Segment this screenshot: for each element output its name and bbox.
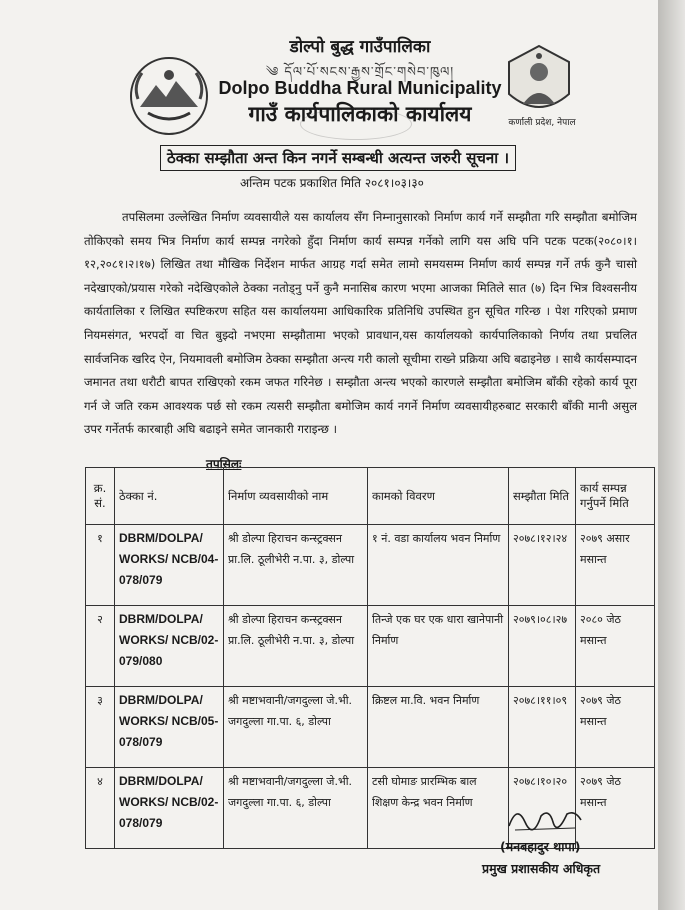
table-header-row (86, 468, 655, 525)
contracts-table (85, 467, 655, 849)
cell-description: क्रिष्टल मा.वि. भवन निर्माण (368, 687, 509, 768)
details-label: तपसिलः (206, 457, 242, 471)
cell-contractor: श्री डोल्पा हिराचन कन्स्ट्रक्सन प्रा.लि. ठूलीभेरी न.पा. ३, डोल्पा (224, 525, 368, 606)
header-description: कामको विवरण (368, 468, 509, 525)
cell-description: टसी घोमाङ प्रारम्भिक बाल शिक्षण केन्द्र भवन निर्माण (368, 768, 509, 849)
published-date: अन्तिम पटक प्रकाशित मिति २०८१।०३।३० (240, 176, 424, 190)
karnali-province-emblem-icon (503, 42, 575, 122)
header-contractor: निर्माण व्यवसायीको नाम (224, 468, 368, 525)
cell-contractor: श्री मष्टाभवानी/जगदुल्ला जे.भी. जगदुल्ला गा.पा. ६, डोल्पा (224, 768, 368, 849)
cell-completion-date: २०७९ जेठ मसान्त (576, 768, 655, 849)
office-name: गाउँ कार्यपालिकाको कार्यालय (248, 102, 472, 126)
notice-body: तपसिलमा उल्लेखित निर्माण व्यवसायीले यस कार्यालय सँग निम्नानुसारको निर्माण कार्य गर्ने सम्झौता गरि सम्झौता बमोजिम तोकिएको समय भित्र निर्माण कार्य सम्पन्न नगरेको हुँदा निर्माण कार्य सम्पन्न गर्नेको लागि यस अघि पनि पटक पटक(२०८०।१।१२,२०८१।२।१७) लिखित तथा मौखिक निर्देशन मार्फत आग्रह गर्दा समेत लामो समयसम्म निर्माण कार्य सम्पन्न गर्ने तर्फ कुनै चासो नदेखाएको/प्रयास गरेको नदेखिएकोले ठेक्का नतोड्नु पर्ने कुनै मनासिब कारण भएमा आजका मितिले सात (७) दिन भित्र विश्वसनीय कार्यतालिका र लिखित स्पष्टिकरण सहित यस कार्यालयमा आधिकारिक प्रतिनिधि उपस्थित हुन सूचित गरिन्छ । पेश गरिएको प्रमाण नियमसंगत, भरपर्दो वा चित बुझ्दो नभएमा सम्झौतामा भएको प्रावधान,यस कार्यालयको कार्यपालिकाको निर्णय तथा प्रचलित सार्वजनिक खरिद ऐन, नियमावली बमोजिम ठेक्का सम्झौता अन्त्य गरी कालो सूचीमा राख्ने प्रक्रिया अघि बढाइनेछ । साथै कार्यसम्पादन जमानत तथा धरौटी बापत राखिएको रकम जफत गरिनेछ । सम्झौता अन्त्य भएको कारणले सम्झौता बमोजिम बाँकी रहेको कार्य पूरा गर्न जे जति रकम आवश्यक पर्छ सो रकम त्यसरी सम्झौता बमोजिम कार्य नगर्ने निर्माण व्यवसायीहरुबाट सरकारी बाँकी मानी असुल उपर गर्नेतर्फ कारबाही अघि बढाइने समेत जानकारी गराइन्छ । (84, 210, 637, 437)
cell-agreement-date: २०७८।११।०९ (509, 687, 576, 768)
cell-description: तिन्जे एक घर एक धारा खानेपानी निर्माण (368, 606, 509, 687)
cell-completion-date: २०७९ असार मसान्त (576, 525, 655, 606)
cell-contract-no: DBRM/DOLPA/ WORKS/ NCB/02-078/079 (115, 768, 224, 849)
cell-agreement-date: २०७८।१०।२० (509, 768, 576, 849)
table-row (86, 525, 655, 606)
header-contract-no: ठेक्का नं. (115, 468, 224, 525)
cell-agreement-date: २०७८।१२।२४ (509, 525, 576, 606)
background-edge (658, 0, 685, 910)
cell-contract-no: DBRM/DOLPA/ WORKS/ NCB/04-078/079 (115, 525, 224, 606)
cell-serial: ३ (86, 687, 115, 768)
signer-name: (मनबहादुर थापा) (500, 839, 581, 854)
cell-description: १ नं. वडा कार्यालय भवन निर्माण (368, 525, 509, 606)
table-row (86, 606, 655, 687)
nepal-emblem-icon (128, 55, 210, 137)
table-row (86, 687, 655, 768)
municipality-name-tibetan: ༄ དོལ་པོ་སངས་རྒྱས་གྲོང་གསེབ་ཁུལ། (265, 65, 455, 80)
cell-contractor: श्री मष्टाभवानी/जगदुल्ला जे.भी. जगदुल्ला गा.पा. ६, डोल्पा (224, 687, 368, 768)
cell-serial: २ (86, 606, 115, 687)
signer-title: प्रमुख प्रशासकीय अधिकृत (482, 861, 601, 876)
cell-contractor: श्री डोल्पा हिराचन कन्स्ट्रक्सन प्रा.लि. ठूलीभेरी न.पा. ३, डोल्पा (224, 606, 368, 687)
cell-agreement-date: २०७९।०८।२७ (509, 606, 576, 687)
cell-contract-no: DBRM/DOLPA/ WORKS/ NCB/02-079/080 (115, 606, 224, 687)
cell-completion-date: २०८० जेठ मसान्त (576, 606, 655, 687)
municipality-name-english: Dolpo Buddha Rural Municipality (218, 78, 502, 98)
notice-title: ठेक्का सम्झौता अन्त किन नगर्ने सम्बन्धी अत्यन्त जरुरी सूचना । (160, 145, 516, 171)
header-completion-date: कार्य सम्पन्न गर्नुपर्ने मिति (576, 468, 655, 525)
header-agreement-date: सम्झौता मिति (509, 468, 576, 525)
municipality-name-nepali: डोल्पो बुद्ध गाउँपालिका (289, 37, 431, 57)
signature (505, 800, 585, 836)
cell-contract-no: DBRM/DOLPA/ WORKS/ NCB/05-078/079 (115, 687, 224, 768)
province-label: कर्णाली प्रदेश, नेपाल (508, 118, 576, 128)
cell-serial: ४ (86, 768, 115, 849)
cell-serial: १ (86, 525, 115, 606)
office-stamp (300, 108, 412, 140)
header-serial: क्र. सं. (86, 468, 115, 525)
cell-completion-date: २०७९ जेठ मसान्त (576, 687, 655, 768)
